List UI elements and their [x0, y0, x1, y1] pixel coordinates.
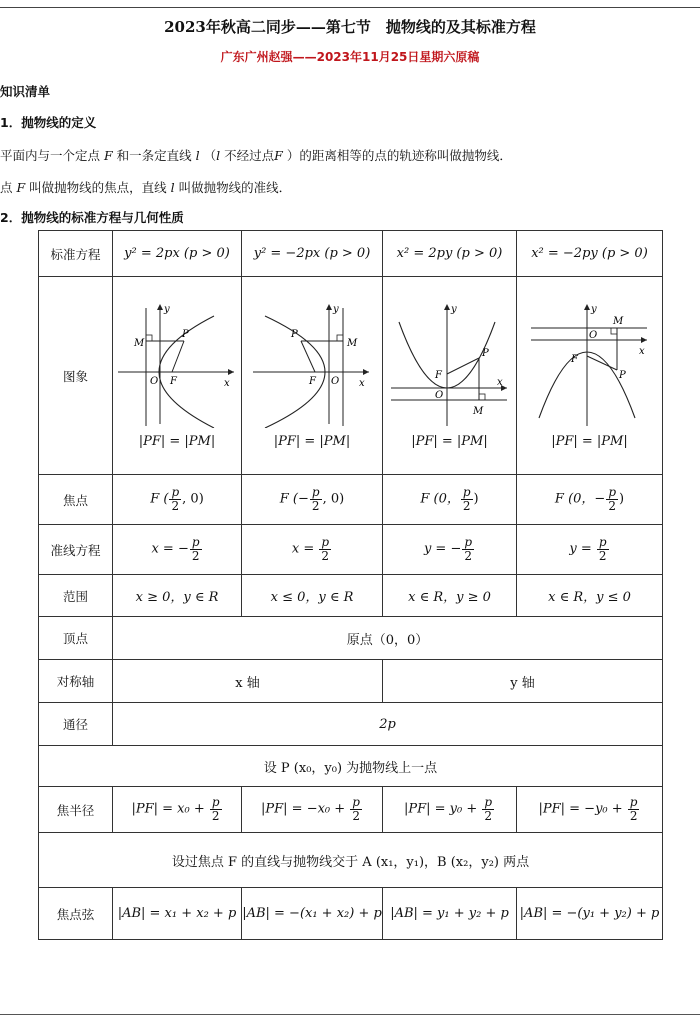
- row-chord-note: [39, 833, 663, 888]
- right-angle-mark: [337, 335, 343, 341]
- focus-4-pre: F (0，−: [554, 492, 606, 507]
- f-label: F: [434, 370, 442, 381]
- range-1: x ≥ 0，y ∈ R: [135, 590, 219, 605]
- frac-den: 2: [462, 499, 471, 513]
- graph-left-opening: [251, 300, 373, 428]
- graph-cell-2: [242, 277, 383, 475]
- frac-num: p: [191, 535, 200, 550]
- frac-num: p: [311, 485, 320, 500]
- focus-3-post: ): [473, 492, 479, 507]
- label-latus: 通径: [39, 703, 113, 746]
- frac-num: p: [211, 795, 220, 810]
- frac-den: 2: [598, 549, 607, 563]
- row-vertex: [39, 617, 663, 660]
- frac-num: p: [171, 485, 180, 500]
- latus-text: 2p: [379, 716, 396, 732]
- def-symbol-l2: l: [216, 148, 221, 163]
- equation-4: x² = −2py (p > 0): [531, 246, 648, 261]
- label-focal-chord: 焦点弦: [39, 888, 113, 940]
- directrix-3: [383, 525, 517, 575]
- definition-line-2: [0, 178, 291, 196]
- def-text-a: 平面内与一个定点: [0, 148, 101, 163]
- frac-num: p: [464, 535, 473, 550]
- frac-num: p: [321, 535, 330, 550]
- fr-2-pre: |PF| = −x₀ +: [261, 802, 350, 817]
- x-arrow-icon: [228, 369, 234, 375]
- label-focal-radius: 焦半径: [39, 787, 113, 833]
- fr-4-pre: |PF| = −y₀ +: [538, 802, 627, 817]
- parabola-properties-table: [38, 230, 663, 940]
- f-label: F: [309, 376, 316, 387]
- row-point-note: [39, 746, 663, 787]
- frac-den: 2: [191, 549, 200, 563]
- directrix-2-frac: [319, 536, 331, 562]
- o-label: O: [150, 376, 159, 387]
- vertex-value: 原点（0，0）: [113, 617, 663, 660]
- fr-2-frac: [350, 796, 362, 822]
- label-equation: 标准方程: [39, 231, 113, 277]
- frac-den: 2: [321, 549, 330, 563]
- m-label: M: [134, 338, 145, 349]
- frac-num: p: [608, 485, 616, 500]
- row-focal-radius: [39, 787, 663, 833]
- row-equation: [39, 231, 663, 277]
- y-arrow-icon: [584, 304, 590, 310]
- label-graph: 图象: [39, 277, 113, 475]
- directrix-4-frac: [597, 536, 609, 562]
- page-subtitle: 广东广州赵强——2023年11月25日星期六原稿: [220, 50, 480, 64]
- graph-down-opening: [529, 300, 651, 428]
- equation-2: y² = −2px (p > 0): [253, 246, 371, 261]
- focus-4-post: ): [619, 492, 625, 507]
- page-title: 2023年秋高二同步——第七节 抛物线的及其标准方程: [164, 18, 536, 36]
- focus-1-pre: F (: [150, 492, 169, 507]
- focus-4: [517, 475, 663, 525]
- row-range: [39, 575, 663, 617]
- frac-den: 2: [352, 809, 360, 823]
- x-label: x: [496, 377, 503, 388]
- focus-2-pre: F (−: [279, 492, 309, 507]
- graph-eq-2: |PF| = |PM|: [273, 434, 351, 449]
- label-directrix: 准线方程: [39, 525, 113, 575]
- focal-radius-2: [242, 787, 383, 833]
- def-symbol-f2: F: [274, 148, 283, 163]
- directrix-1: [113, 525, 242, 575]
- row-directrix: [39, 525, 663, 575]
- frac-num: p: [484, 795, 493, 810]
- focal-radius-1: [113, 787, 242, 833]
- o-label: O: [331, 376, 340, 387]
- fr-3-frac: [482, 796, 494, 822]
- x-label: x: [359, 378, 365, 389]
- definition-line-1: [0, 146, 512, 164]
- y-arrow-icon: [326, 304, 332, 310]
- pf-segment: [301, 341, 315, 372]
- def-symbol-l: l: [195, 148, 200, 163]
- axis-y: y 轴: [383, 660, 663, 703]
- x-label: x: [224, 378, 230, 389]
- y-label: y: [164, 304, 170, 315]
- directrix-2-pre: x =: [291, 542, 319, 557]
- focal-chord-2: |AB| = −(x₁ + x₂) + p: [242, 906, 382, 921]
- p-label: P: [481, 348, 489, 359]
- focus-1-frac: [169, 486, 181, 512]
- fr-1-frac: [210, 796, 222, 822]
- fr-4-frac: [628, 796, 640, 822]
- def-text-b: 和一条定直线: [116, 148, 192, 163]
- chord-note: 设过焦点 F 的直线与抛物线交于 A (x₁，y₁)，B (x₂，y₂) 两点: [39, 833, 663, 888]
- graph-eq-1: |PF| = |PM|: [138, 434, 216, 449]
- row-focal-chord: [39, 888, 663, 940]
- graph-cell-1: [113, 277, 242, 475]
- label-vertex: 顶点: [39, 617, 113, 660]
- directrix-3-pre: y = −: [423, 542, 462, 557]
- latus-value: [113, 703, 663, 746]
- focus-3: [383, 475, 517, 525]
- f-label: F: [570, 354, 578, 365]
- def2-text-c: 叫做抛物线的准线．: [178, 180, 292, 195]
- frac-num: p: [629, 795, 638, 810]
- directrix-3-frac: [462, 536, 474, 562]
- focus-2-post: , 0): [322, 492, 345, 507]
- right-angle-mark: [479, 394, 485, 400]
- def-text-c: （: [203, 148, 217, 163]
- focus-3-pre: F (0，: [420, 492, 460, 507]
- graph-cell-3: [383, 277, 517, 475]
- graph-cell-4: [517, 277, 663, 475]
- m-label: M: [347, 338, 358, 349]
- y-label: y: [333, 304, 339, 315]
- focal-radius-4: [517, 787, 663, 833]
- p-label: P: [618, 370, 626, 381]
- m-label: M: [612, 316, 623, 327]
- def2-symbol-l: l: [170, 180, 175, 195]
- x-arrow-icon: [363, 369, 369, 375]
- section1-title: 1．抛物线的定义: [0, 115, 97, 130]
- bottom-rule: [0, 1014, 700, 1015]
- graph-eq-4: |PF| = |PM|: [551, 434, 628, 449]
- focus-3-frac: [461, 486, 473, 512]
- def-symbol-f: F: [104, 148, 113, 163]
- graph-right-opening: [116, 300, 238, 428]
- def2-text-b: 叫做抛物线的焦点，直线: [29, 180, 167, 195]
- p-label: P: [291, 329, 298, 340]
- row-latus: [39, 703, 663, 746]
- frac-num: p: [598, 535, 607, 550]
- focal-radius-3: [383, 787, 517, 833]
- frac-den: 2: [464, 549, 473, 563]
- y-arrow-icon: [157, 304, 163, 310]
- focus-2-frac: [310, 486, 322, 512]
- frac-den: 2: [629, 809, 638, 823]
- y-label: y: [450, 304, 457, 315]
- equation-3: x² = 2py (p > 0): [396, 246, 503, 261]
- f-label: F: [170, 376, 177, 387]
- directrix-1-frac: [190, 536, 202, 562]
- focus-2: [242, 475, 383, 525]
- fr-3-pre: |PF| = y₀ +: [403, 802, 482, 817]
- focus-4-frac: [606, 486, 618, 512]
- graph-eq-3: |PF| = |PM|: [411, 434, 488, 449]
- directrix-1-pre: x = −: [151, 542, 189, 557]
- directrix-4: [517, 525, 663, 575]
- right-angle-mark: [611, 328, 617, 334]
- range-4: x ∈ R，y ≤ 0: [548, 590, 631, 605]
- y-label: y: [590, 304, 597, 315]
- p-label: P: [182, 329, 189, 340]
- y-arrow-icon: [444, 304, 450, 310]
- def-text-d: 不经过点: [224, 148, 275, 163]
- focus-1: [113, 475, 242, 525]
- focal-chord-4: |AB| = −(y₁ + y₂) + p: [519, 906, 660, 921]
- equation-1: y² = 2px (p > 0): [124, 246, 230, 261]
- label-focus: 焦点: [39, 475, 113, 525]
- frac-den: 2: [608, 499, 616, 513]
- x-label: x: [638, 346, 645, 357]
- o-label: O: [434, 390, 443, 401]
- point-note: 设 P (x₀，y₀) 为抛物线上一点: [39, 746, 663, 787]
- def-text-e: ）的距离相等的点的轨迹称叫做抛物线．: [286, 148, 512, 163]
- focal-chord-1: |AB| = x₁ + x₂ + p: [117, 906, 237, 921]
- x-arrow-icon: [641, 337, 647, 343]
- label-axis: 对称轴: [39, 660, 113, 703]
- directrix-2: [242, 525, 383, 575]
- frac-num: p: [352, 795, 360, 810]
- m-label: M: [472, 406, 483, 417]
- section2-title: 2．抛物线的标准方程与几何性质: [0, 210, 184, 225]
- row-focus: [39, 475, 663, 525]
- label-range: 范围: [39, 575, 113, 617]
- range-2: x ≤ 0，y ∈ R: [270, 590, 354, 605]
- frac-den: 2: [311, 499, 320, 513]
- row-axis: [39, 660, 663, 703]
- axis-x: x 轴: [113, 660, 383, 703]
- directrix-4-pre: y =: [569, 542, 596, 557]
- frac-num: p: [462, 485, 471, 500]
- frac-den: 2: [211, 809, 220, 823]
- checklist-heading: 知识清单: [0, 84, 51, 99]
- row-graph: [39, 277, 663, 475]
- fr-1-pre: |PF| = x₀ +: [131, 802, 209, 817]
- graph-up-opening: [389, 300, 511, 428]
- pf-segment: [172, 341, 184, 372]
- frac-den: 2: [484, 809, 493, 823]
- focus-1-post: , 0): [182, 492, 204, 507]
- frac-den: 2: [171, 499, 180, 513]
- focal-chord-3: |AB| = y₁ + y₂ + p: [390, 906, 509, 921]
- def2-text-a: 点: [0, 180, 13, 195]
- top-rule: [0, 7, 700, 8]
- def2-symbol-f: F: [16, 180, 26, 195]
- right-angle-mark: [146, 335, 152, 341]
- o-label: O: [588, 330, 597, 341]
- range-3: x ∈ R，y ≥ 0: [408, 590, 491, 605]
